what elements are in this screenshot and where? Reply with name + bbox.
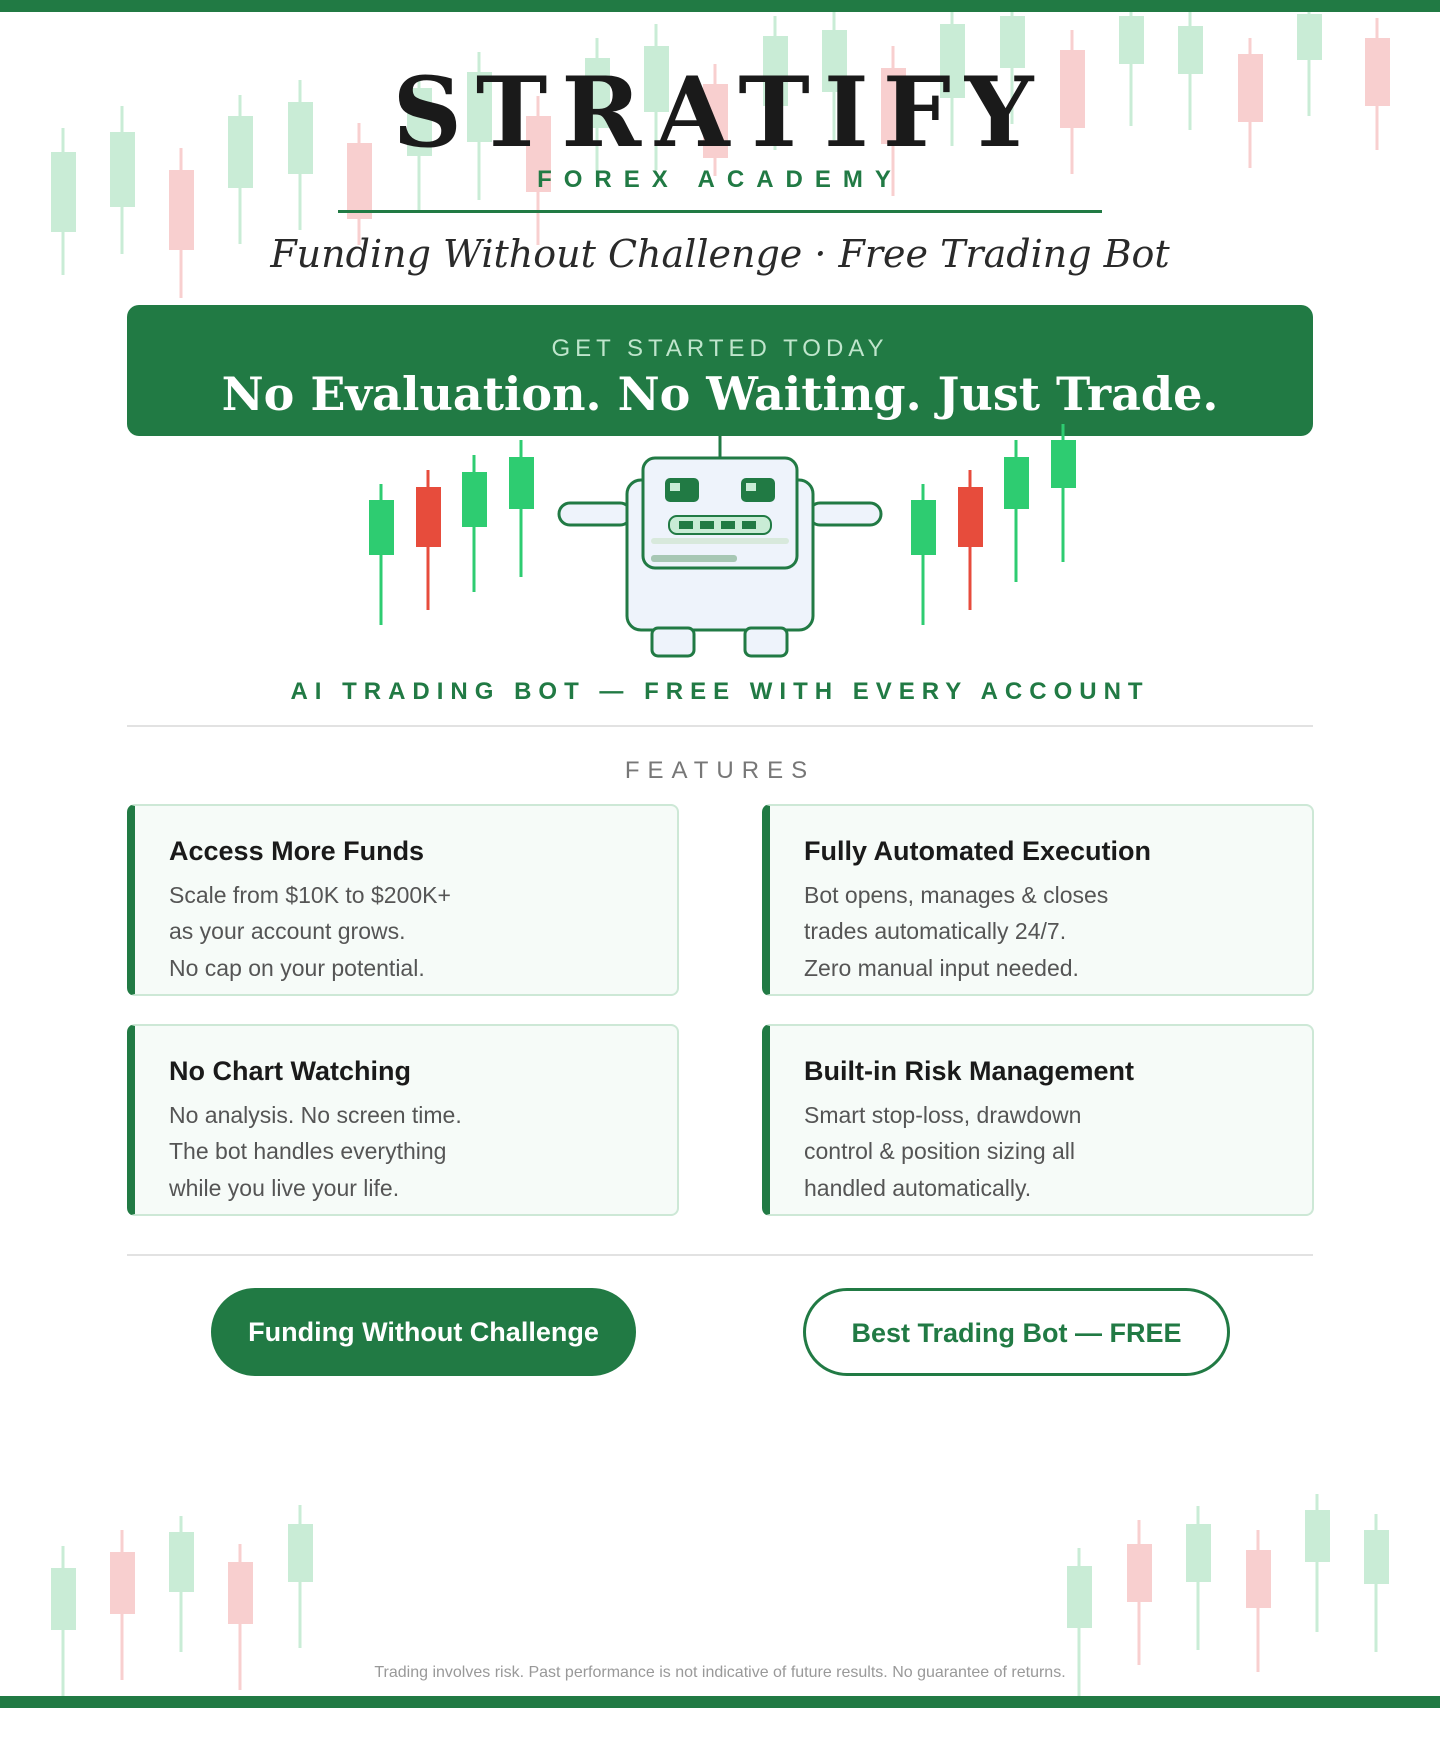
feature-line: as your account grows. — [169, 918, 406, 944]
risk-disclaimer: Trading involves risk. Past performance is not indicative of future results. No guarantee of returns. — [374, 1664, 1066, 1681]
feature-line: while you live your life. — [169, 1175, 400, 1201]
trading-bot-cta-button[interactable]: Best Trading Bot — FREE — [803, 1288, 1230, 1376]
feature-line: handled automatically. — [804, 1175, 1032, 1201]
feature-title: Access More Funds — [169, 836, 425, 866]
right-candles — [911, 424, 1076, 625]
feature-line: No cap on your potential. — [169, 955, 425, 981]
brand-subtitle: FOREX ACADEMY — [537, 166, 903, 193]
bot-caption: AI TRADING BOT — FREE WITH EVERY ACCOUNT — [290, 678, 1150, 705]
section-divider-bottom — [127, 1254, 1313, 1256]
feature-line: Zero manual input needed. — [804, 955, 1079, 981]
feature-line: Scale from $10K to $200K+ — [169, 882, 451, 908]
feature-line: Bot opens, manages & closes — [804, 882, 1109, 908]
bottom-accent-bar — [0, 1696, 1440, 1708]
funding-cta-button[interactable]: Funding Without Challenge — [211, 1288, 636, 1376]
feature-line: Smart stop-loss, drawdown — [804, 1102, 1082, 1128]
feature-title: Fully Automated Execution — [804, 836, 1152, 866]
brand-logo: STRATIFY — [392, 56, 1048, 169]
tagline: Funding Without Challenge · Free Trading Bot — [270, 232, 1170, 276]
bot-illustration — [0, 0, 1440, 700]
robot-icon — [559, 436, 881, 656]
feature-card-funds — [127, 804, 679, 996]
feature-line: The bot handles everything — [169, 1138, 447, 1164]
banner-kicker: GET STARTED TODAY — [551, 335, 889, 362]
features-heading: FEATURES — [624, 757, 816, 784]
feature-card-risk — [762, 1024, 1314, 1216]
feature-line: trades automatically 24/7. — [804, 918, 1067, 944]
feature-title: No Chart Watching — [169, 1056, 411, 1086]
feature-line: No analysis. No screen time. — [169, 1102, 462, 1128]
section-divider-top — [127, 725, 1313, 727]
banner-headline: No Evaluation. No Waiting. Just Trade. — [221, 367, 1219, 421]
feature-card-automation — [762, 804, 1314, 996]
feature-line: control & position sizing all — [804, 1138, 1076, 1164]
left-candles — [369, 440, 534, 625]
feature-title: Built-in Risk Management — [804, 1056, 1135, 1086]
feature-card-no-chart — [127, 1024, 679, 1216]
